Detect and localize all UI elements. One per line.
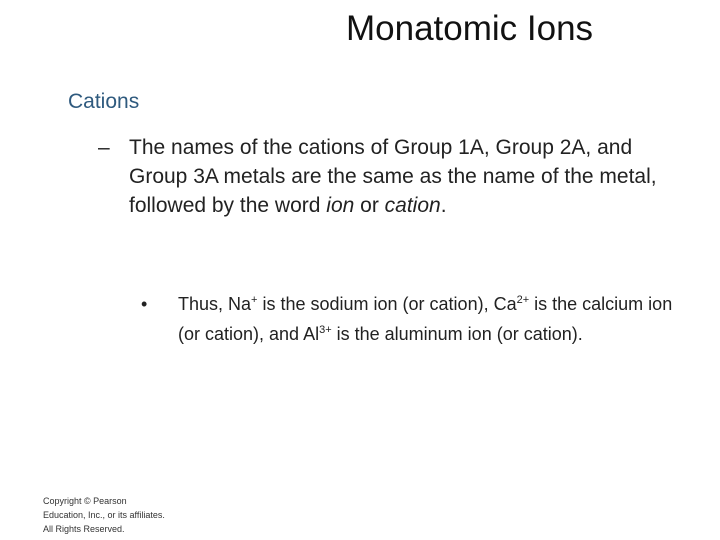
copyright-line-2: Education, Inc., or its affiliates. bbox=[43, 510, 165, 520]
sub-point-part-1: Thus, Na bbox=[178, 294, 252, 314]
bullet-marker: • bbox=[141, 294, 148, 314]
copyright-line-1: Copyright © Pearson bbox=[43, 496, 127, 506]
calcium-charge: 2+ bbox=[516, 294, 530, 306]
main-point-end: . bbox=[440, 194, 447, 217]
sodium-charge: + bbox=[251, 294, 258, 306]
copyright-notice bbox=[43, 494, 203, 536]
sub-point-text bbox=[178, 289, 698, 349]
main-point-cation-word: cation bbox=[384, 194, 441, 217]
aluminum-charge: 3+ bbox=[319, 324, 332, 336]
main-point-text bbox=[129, 133, 669, 220]
main-point-ion-word: ion bbox=[326, 194, 355, 217]
main-point-body: The names of the cations of Group 1A, Group 2A, and Group 3A metals are the same as the name of the metal, followed by the word bbox=[129, 136, 657, 217]
sub-point-part-2: is the sodium ion (or cation), Ca bbox=[257, 294, 517, 314]
slide-title: Monatomic Ions bbox=[346, 9, 594, 48]
sub-point-part-4: is the aluminum ion (or cation). bbox=[331, 324, 583, 344]
sub-point-part-3: is the calcium ion (or cation), and Al bbox=[178, 294, 673, 344]
copyright-line-3: All Rights Reserved. bbox=[43, 524, 125, 534]
section-heading-cations: Cations bbox=[68, 90, 140, 113]
main-point-or: or bbox=[354, 194, 385, 217]
dash-marker: – bbox=[98, 136, 110, 159]
